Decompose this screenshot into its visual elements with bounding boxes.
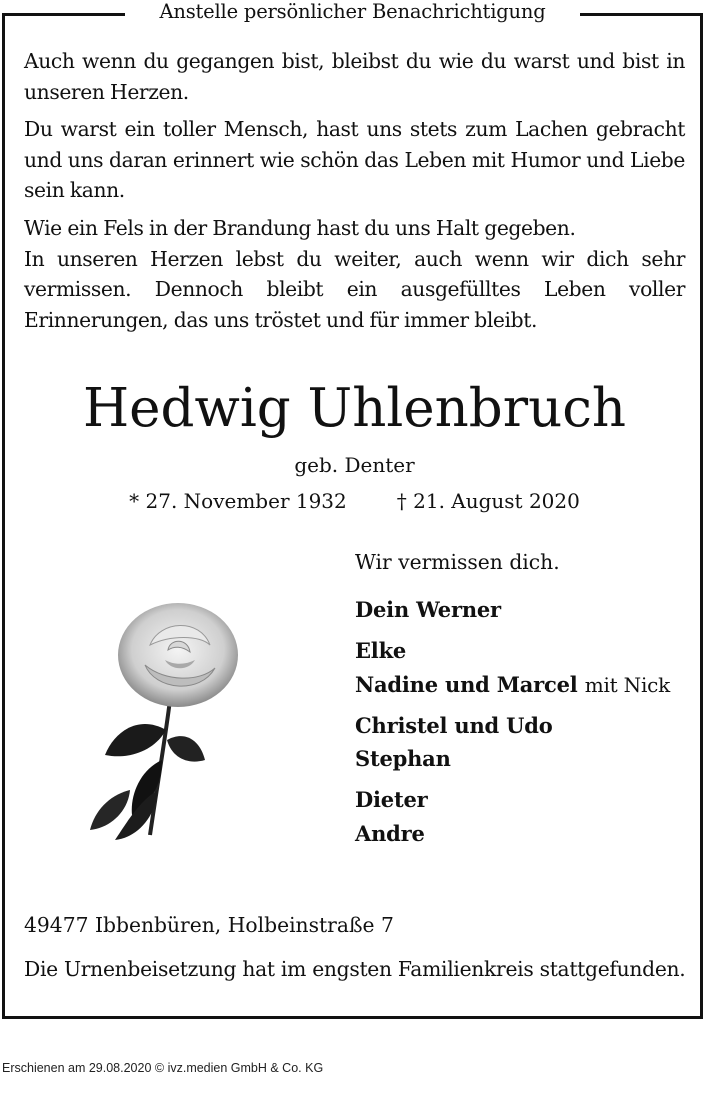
mourner-suffix: mit Nick (584, 673, 671, 697)
birth-date: * 27. November 1932 (129, 489, 347, 513)
publication-footer: Erschienen am 29.08.2020 © ivz.medien GmbH & Co. KG (2, 1061, 324, 1075)
burial-note: Die Urnenbeisetzung hat im engsten Familienkreis stattgefunden. (24, 957, 686, 981)
mourner-line: Dieter (355, 787, 428, 812)
poem-line-hearts: In unseren Herzen lebst du weiter, auch wenn wir dich sehr vermissen. Dennoch bleibt ein ausgefülltes Leben voller Erinnerungen, das uns tröstet und für immer bleibt. (24, 246, 685, 332)
mourner-line: Stephan (355, 746, 451, 771)
poem-paragraph-1: Auch wenn du gegangen bist, bleibst du wie du warst und bist in unseren Herzen. (24, 49, 685, 104)
poem-paragraph-2: Du warst ein toller Mensch, hast uns stets zum Lachen gebracht und uns daran erinnert wie schön das Leben mit Humor und Liebe sein kann. (24, 117, 685, 203)
mourner-names: Nadine und Marcel (355, 672, 578, 697)
rose-icon (70, 590, 270, 850)
deceased-name: Hedwig Uhlenbruch (82, 378, 627, 439)
notice-header: Anstelle persönlicher Benachrichtigung (125, 0, 580, 24)
mourner-line: Andre (355, 821, 425, 846)
mourner-line: Dein Werner (355, 597, 501, 622)
mourners-intro: Wir vermissen dich. (355, 550, 560, 574)
poem-line-rock: Wie ein Fels in der Brandung hast du uns Halt gegeben. (24, 216, 576, 240)
poem-paragraph-3 (24, 213, 685, 335)
address: 49477 Ibbenbüren, Holbeinstraße 7 (24, 913, 394, 937)
mourner-line (355, 668, 670, 702)
maiden-name: geb. Denter (294, 453, 415, 477)
life-dates (0, 487, 709, 515)
death-date: † 21. August 2020 (396, 489, 580, 513)
mourner-line: Elke (355, 638, 407, 663)
mourner-line: Christel und Udo (355, 713, 553, 738)
